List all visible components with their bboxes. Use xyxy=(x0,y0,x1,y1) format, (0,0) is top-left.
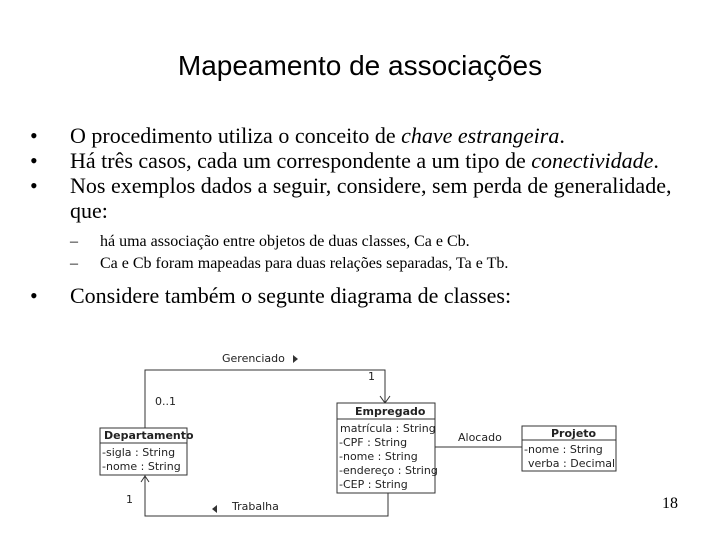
class-departamento-attr: -nome : String xyxy=(102,460,181,473)
gerenciado-mult-top: 1 xyxy=(368,370,375,383)
gerenciado-mult-left: 0..1 xyxy=(155,395,176,408)
class-diagram xyxy=(0,340,720,540)
slide-title: Mapeamento de associações xyxy=(177,50,543,81)
sub-bullet-dash: – xyxy=(70,255,78,272)
bullet-dot: • xyxy=(30,148,38,173)
bullet-list xyxy=(30,123,710,308)
bullet-1 xyxy=(30,123,710,148)
gerenciado-label: Gerenciado xyxy=(222,352,285,365)
sub-bullet-2 xyxy=(30,253,710,275)
class-projeto-name: Projeto xyxy=(551,427,597,440)
bullet-2-text: Há três casos, cada um correspondente a um tipo de xyxy=(70,148,532,173)
gerenciado-direction-icon xyxy=(293,355,298,363)
class-empregado xyxy=(337,403,438,493)
alocado-label: Alocado xyxy=(458,431,502,444)
class-empregado-name: Empregado xyxy=(355,405,426,418)
class-empregado-attr: -CPF : String xyxy=(339,436,408,449)
bullet-1-end: . xyxy=(559,123,565,148)
class-departamento xyxy=(100,428,194,475)
bullet-dot: • xyxy=(30,123,38,148)
class-empregado-attr: -CEP : String xyxy=(339,478,408,491)
class-projeto xyxy=(522,426,616,471)
sub-bullet-1 xyxy=(30,231,710,253)
class-departamento-name: Departamento xyxy=(104,429,194,442)
bullet-dot: • xyxy=(30,173,38,198)
class-empregado-attr: matrícula : String xyxy=(340,422,436,435)
trabalha-mult-left: 1 xyxy=(126,493,133,506)
bullet-1-emphasis: chave estrangeira xyxy=(401,123,560,148)
bullet-4-text: Considere também o segunte diagrama de classes: xyxy=(70,283,512,308)
bullet-2-emphasis: conectividade xyxy=(531,148,654,173)
trabalha-label: Trabalha xyxy=(232,500,279,513)
bullet-2 xyxy=(30,148,710,173)
bullet-4 xyxy=(30,283,710,308)
sub-bullet-1-text: há uma associação entre objetos de duas classes, Ca e Cb. xyxy=(100,233,470,250)
sub-bullet-dash: – xyxy=(70,233,78,250)
bullet-3-text: Nos exemplos dados a seguir, considere, sem perda de generalidade, que: xyxy=(70,173,672,223)
bullet-3 xyxy=(30,173,710,223)
class-projeto-attr: -nome : String xyxy=(524,443,603,456)
trabalha-direction-icon xyxy=(212,505,217,513)
class-projeto-attr: verba : Decimal xyxy=(528,457,616,470)
page-number: 18 xyxy=(662,495,678,512)
class-empregado-attr: -endereço : String xyxy=(339,464,438,477)
bullet-2-end: . xyxy=(653,148,659,173)
sub-bullet-2-text: Ca e Cb foram mapeadas para duas relações separadas, Ta e Tb. xyxy=(100,255,509,272)
bullet-dot: • xyxy=(30,283,38,308)
bullet-1-text: O procedimento utiliza o conceito de xyxy=(70,123,402,148)
class-empregado-attr: -nome : String xyxy=(339,450,418,463)
class-departamento-attr: -sigla : String xyxy=(102,446,176,459)
